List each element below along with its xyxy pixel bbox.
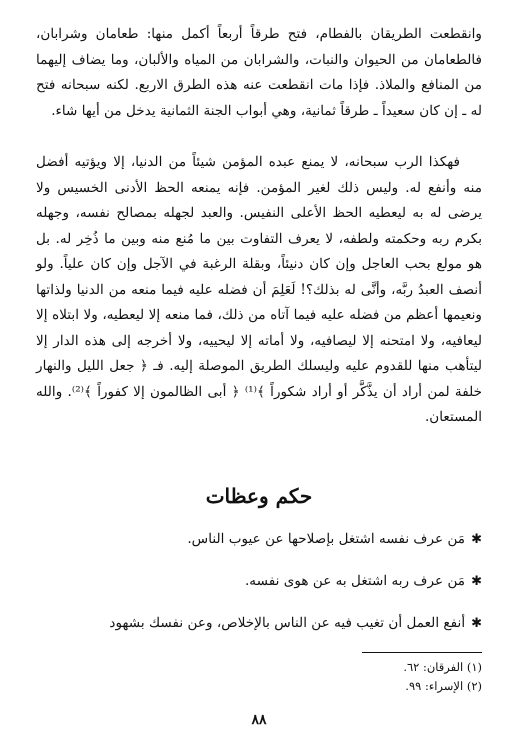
list-item (36, 570, 482, 612)
wisdom-text: مَن عرف ربه اشتغل به عن هوى نفسه. (244, 573, 466, 589)
page-number: ٨٨ (251, 712, 267, 728)
footnote-divider (362, 652, 482, 653)
asterisk-bullet-icon: ✱ (471, 532, 482, 547)
paragraph-lord-gives (36, 150, 482, 431)
footnote: (٢) الإسراء: ٩٩. (405, 679, 482, 693)
paragraph-text: وانقطعت الطريقان بالفطام، فتح طرقاً أربعاً أكمل منها: طعامان وشرابان، فالطعامان من الحيوان والنبات، والشرابان من المياه والألبان، وما يضاف إليهما من المنافع والملاذ. فإذا مات انقطعت عنه هذه الطرق الاربع. لكنه سبحانه فتح له ـ إن كان سعيداً ـ طرقاً ثمانية، وهي أبواب الجنة الثمانية يدخل من أيها شاء. (36, 26, 482, 119)
footnotes (182, 658, 482, 696)
paragraph-text: فهكذا الرب سبحانه، لا يمنع عبده المؤمن شيئاً من الدنيا، إلا ويؤتيه أفضل منه وأنفع له. وليس ذلك لغير المؤمن. فإنه يمنعه الحظ الأدنى الخسيس ولا يرضى له به ليعطيه الحظ الأعلى النفيس. والعبد لجهله بمصالح نفسه، وجهله بكرم ربه وحكمته ولطفه، لا يعرف التفاوت بين ما مُنع منه وبين ما ذُخِر له. بل هو مولع بحب العاجل وإن كان دنيئاً، وبقلة الرغبة في الآجل وإن كان علياً. ولو أنصف العبدُ ربَّه، وأنَّى له بذلك؟! لَعَلِمَ أن فضله عليه فيما منعه من الدنيا ولذاتها ونعيمها أعظم من فضله عليه فيما آتاه من ذلك، فما منعه إلا ليعطيه، ولا ابتلاه إلا ليعافيه، ولا امتحنه إلا ليصافيه، ولا أماته إلا ليحييه، ولا أخرجه إلى هذه الدار إلا ليتأهب منها للقدوم عليه وليسلك الطريق الموصلة إليه. فـ ﴿ جعل الليل والنهار خلفة لمن أراد أن يذَّكَّر أو أراد شكوراً ﴾⁽¹⁾ ﴿ أبى الظالمون إلا كفوراً ﴾⁽²⁾. والله المستعان. (36, 154, 483, 425)
section-heading: حكم وعظات (205, 484, 313, 508)
list-item (36, 612, 482, 654)
footnote: (١) الفرقان: ٦٢. (403, 660, 482, 674)
wisdom-text: مَن عرف نفسه اشتغل بإصلاحها عن عيوب الناس. (187, 531, 466, 547)
wisdom-text: أنفع العمل أن تغيب فيه عن الناس بالإخلاص، وعن نفسك بشهود (109, 615, 466, 631)
asterisk-bullet-icon: ✱ (471, 574, 482, 589)
wisdom-list (36, 528, 482, 654)
asterisk-bullet-icon: ✱ (471, 616, 482, 631)
list-item (36, 528, 482, 570)
paragraph-food-and-drink (36, 22, 482, 124)
